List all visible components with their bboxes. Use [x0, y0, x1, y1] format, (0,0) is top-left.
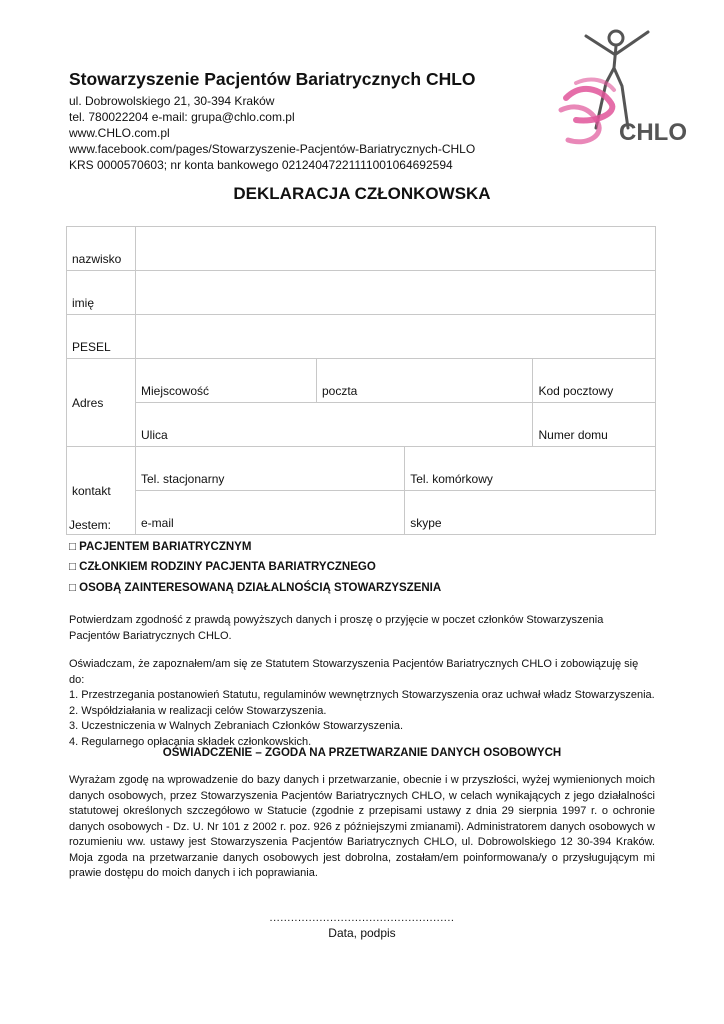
field-ulica[interactable]: Ulica — [136, 403, 533, 447]
field-numer-domu[interactable]: Numer domu — [533, 403, 656, 447]
label-pesel: PESEL — [67, 315, 136, 359]
field-email[interactable]: e-mail — [136, 491, 405, 535]
field-nazwisko[interactable] — [136, 227, 656, 271]
field-tel-stacjonarny[interactable]: Tel. stacjonarny — [136, 447, 405, 491]
field-pesel[interactable] — [136, 315, 656, 359]
jestem-label: Jestem: — [69, 518, 112, 532]
chlo-logo — [556, 28, 687, 156]
signature-label: Data, podpis — [328, 926, 396, 940]
statement-item: 2. Współdziałania w realizacji celów Stowarzyszenia. — [69, 704, 327, 717]
option-rodzina-checkbox[interactable]: □ CZŁONKIEM RODZINY PACJENTA BARIATRYCZNEGO — [69, 561, 376, 573]
field-miejscowosc[interactable]: Miejscowość — [136, 359, 317, 403]
logo-text: CHLO — [619, 119, 687, 146]
statement-intro: Oświadczam, że zapoznałem/am się ze Statutem Stowarzyszenia Pacjentów Bariatrycznych CHLO i zobowiązuję się do: — [69, 658, 639, 686]
label-adres: Adres — [67, 359, 136, 447]
confirmation-text — [69, 613, 655, 644]
label-kontakt: kontakt — [67, 447, 136, 535]
label-nazwisko: nazwisko — [67, 227, 136, 271]
label-imie: imię — [67, 271, 136, 315]
confirmation-paragraph: Potwierdzam zgodność z prawdą powyższych danych i proszę o przyjęcie w poczet członków Stowarzyszenia Pacjentów Bariatrycznych CHLO. — [69, 614, 604, 642]
field-kod-pocztowy[interactable]: Kod pocztowy — [533, 359, 656, 403]
address-line: ul. Dobrowolskiego 21, 30-394 Kraków — [69, 94, 275, 108]
field-imie[interactable] — [136, 271, 656, 315]
statement-item: 3. Uczestniczenia w Walnych Zebraniach Członków Stowarzyszenia. — [69, 720, 404, 732]
consent-block — [69, 773, 655, 882]
consent-title: OŚWIADCZENIE – ZGODA NA PRZETWARZANIE DANYCH OSOBOWYCH — [162, 747, 562, 759]
statement-item: 4. Regularnego opłacania składek członkowskich. — [69, 735, 312, 748]
document-title: DEKLARACJA CZŁONKOWSKA — [233, 184, 491, 203]
krs-line: KRS 0000570603; nr konta bankowego 02124047221111001064692594 — [69, 158, 453, 172]
facebook-line: www.facebook.com/pages/Stowarzyszenie-Pacjentów-Bariatrycznych-CHLO — [69, 142, 476, 156]
membership-form-table — [66, 226, 656, 535]
field-tel-komorkowy[interactable]: Tel. komórkowy — [405, 447, 656, 491]
consent-text: Wyrażam zgodę na wprowadzenie do bazy danych i przetwarzanie, obecnie i w przyszłości, wyżej wymienionych moich danych osobowych, przez Stowarzyszenia Pacjentów Bariatrycznych CHLO, w celach wynikających z jego działalności statutowej określonych szczegółowo w Statucie (zgodnie z przepisami ustawy z dnia 29 sierpnia 1997 r. o ochronie danych osobowych - Dz. U. Nr 101 z 2002 r. poz. 926 z późniejszymi zmianami). Administratorem danych osobowych w rozumieniu ww. ustawy jest Stowarzyszenia Pacjentów Bariatrycznych CHLO, ul. Dobrowolskiego 12 30-394 Kraków. Moja zgoda na przetwarzanie danych osobowych jest dobrolna, zostałam/em poinformowana/y o przysługującym mi prawie dostępu do moich danych i ich poprawiania. — [69, 774, 655, 879]
statement-block — [69, 657, 655, 750]
option-zainteresowana-checkbox[interactable]: □ OSOBĄ ZAINTERESOWANĄ DZIAŁALNOŚCIĄ STOWARZYSZENIA — [69, 582, 442, 594]
signature-line[interactable]: .................................................... — [269, 912, 455, 924]
field-poczta[interactable]: poczta — [317, 359, 533, 403]
organization-name: Stowarzyszenie Pacjentów Bariatrycznych CHLO — [69, 69, 476, 89]
option-pacjent-checkbox[interactable]: □ PACJENTEM BARIATRYCZNYM — [69, 541, 252, 553]
field-skype[interactable]: skype — [405, 491, 656, 535]
website-line: www.CHLO.com.pl — [69, 126, 170, 140]
phone-email-line: tel. 780022204 e-mail: grupa@chlo.com.pl — [69, 110, 295, 124]
statement-item: 1. Przestrzegania postanowień Statutu, regulaminów wewnętrznych Stowarzyszenia oraz uchwał władz Stowarzyszenia. — [69, 689, 655, 701]
